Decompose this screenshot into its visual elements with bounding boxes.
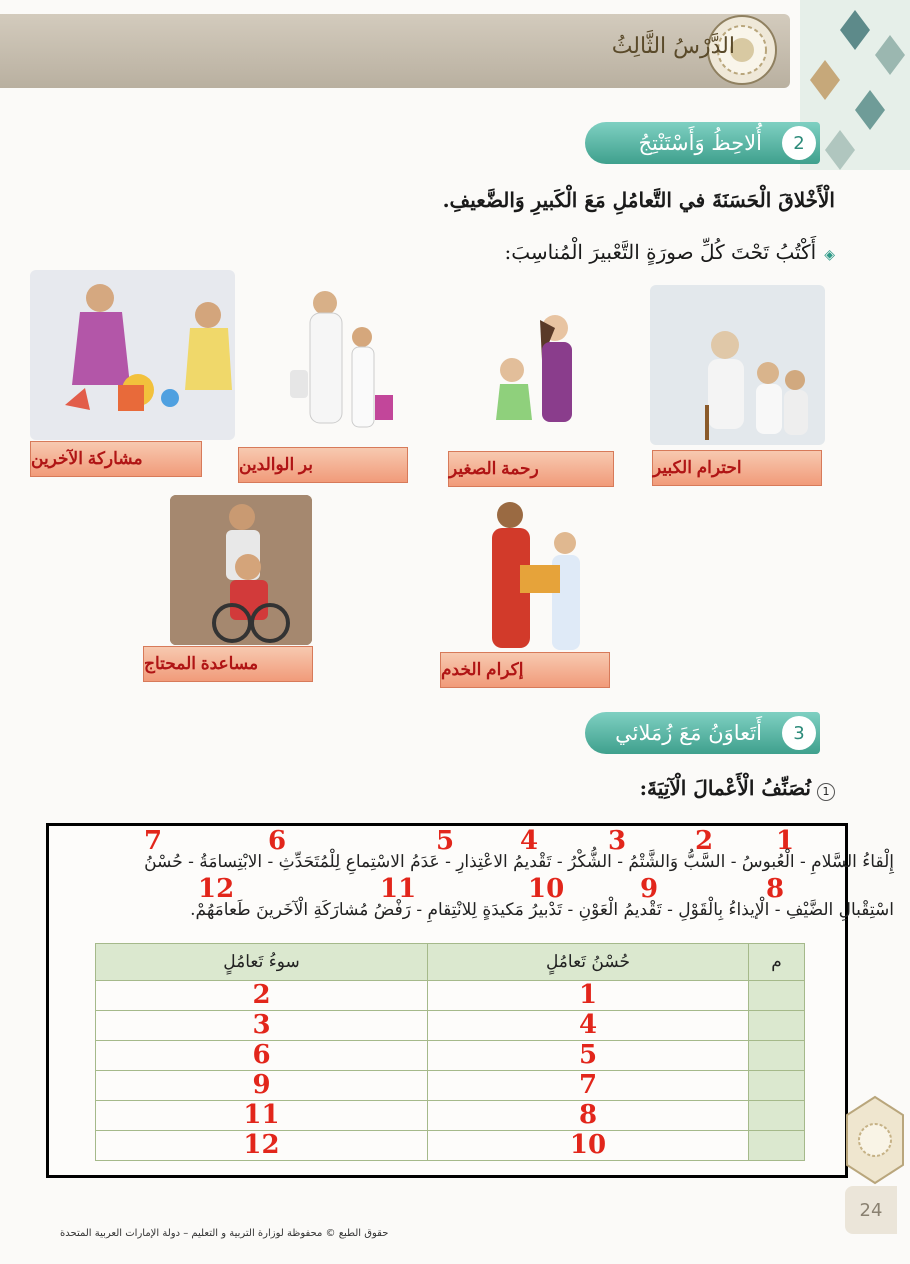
answer-label-sharing[interactable]: مشاركة الآخرين [30,441,202,477]
good-cell[interactable]: 4 [428,1011,749,1041]
picture-sharing [30,270,235,440]
item-number-5: 5 [436,826,455,856]
item-number-10: 10 [528,874,565,904]
answer-label-help-needy[interactable]: مساعدة المحتاج [143,646,313,682]
table-header-row [96,944,805,981]
section-3-title: أَتَعاوَنُ مَعَ زُمَلائي [615,721,762,745]
item-number-3: 3 [608,826,627,856]
section-2-number: 2 [782,126,816,160]
table-row [96,1131,805,1161]
items-line-1: إِلْقاءُ السَّلامِ - الْعُبوسُ - السَّبُّ وَالشَّتْمُ - الشُّكْرُ - تَقْديمُ الاعْتِذارِ - عَدَمُ الاسْتِماعِ لِلْمُتَحَدِّثِ - الابْتِسامَةُ - حُسْنُ [144,852,894,872]
bad-cell[interactable]: 11 [96,1101,428,1131]
row-index-cell [749,981,805,1011]
good-cell[interactable]: 1 [428,981,749,1011]
section-2-title: أُلاحِظُ وَأَسْتَنْتِجُ [638,131,762,155]
picture-mercy-young [470,300,620,440]
footer-copyright: حقوق الطبع © محفوظة لوزارة التربية و التعليم – دولة الإمارات العربية المتحدة [60,1228,389,1239]
row-index-cell [749,1011,805,1041]
item-number-9: 9 [640,874,659,904]
row-index-cell [749,1131,805,1161]
good-cell[interactable]: 10 [428,1131,749,1161]
section-2-instruction: أَكْتُبُ تَحْتَ كُلِّ صورَةٍ التَّعْبيرَ الْمُناسِبَ: [504,240,817,264]
section-2-tab [585,122,820,164]
good-cell[interactable]: 7 [428,1071,749,1101]
section-2-heading: الْأَخْلاقَ الْحَسَنَةَ في التَّعامُلِ مَعَ الْكَبيرِ وَالضَّعيفِ. [442,188,835,212]
page-number: 24 [845,1186,897,1234]
good-cell[interactable]: 5 [428,1041,749,1071]
classification-table [95,943,805,1161]
good-cell[interactable]: 8 [428,1101,749,1131]
picture-parents [280,285,410,440]
item-number-8: 8 [766,874,785,904]
answer-label-mercy-young[interactable]: رحمة الصغير [448,451,614,487]
task-number-circle: 1 [817,783,835,801]
header-bad-treatment: سوءُ تَعامُلٍ [96,944,428,981]
header-index: م [749,944,805,981]
bad-cell[interactable]: 12 [96,1131,428,1161]
item-number-1: 1 [776,826,795,856]
answer-label-honor-servants[interactable]: إكرام الخدم [440,652,610,688]
bad-cell[interactable]: 9 [96,1071,428,1101]
picture-respect-elders [650,285,825,445]
item-number-6: 6 [268,826,287,856]
table-row [96,1011,805,1041]
row-index-cell [749,1101,805,1131]
bad-cell[interactable]: 2 [96,981,428,1011]
table-row [96,981,805,1011]
task-text: نُصَنِّفُ الْأَعْمالَ الْآتِيَةَ: [639,776,811,800]
header-good-treatment: حُسْنُ تَعامُلٍ [428,944,749,981]
section-3-number: 3 [782,716,816,750]
bad-cell[interactable]: 3 [96,1011,428,1041]
task-row [640,776,835,801]
section-2-instruction-row [505,240,835,264]
items-line-2: اسْتِقْبالِ الضَّيْفِ - الْإيذاءُ بِالْقَوْلِ - تَقْديمُ الْعَوْنِ - تَدْبيرُ مَكيدَةٍ لِلانْتِقامِ - رَفْضُ مُشارَكَةِ الْآخَرينَ طَعامَهُمْ. [190,900,894,920]
diamond-bullet-icon: ◈ [824,247,835,263]
table-row [96,1101,805,1131]
item-number-11: 11 [380,874,417,904]
item-number-12: 12 [198,874,235,904]
row-index-cell [749,1071,805,1101]
picture-honor-servants [470,495,600,655]
rosette-ornament-bottom-icon [845,1095,905,1185]
table-row [96,1071,805,1101]
table-row [96,1041,805,1071]
row-index-cell [749,1041,805,1071]
bad-cell[interactable]: 6 [96,1041,428,1071]
answer-label-parents[interactable]: بر الوالدين [238,447,408,483]
answer-label-respect-elders[interactable]: احترام الكبير [652,450,822,486]
item-number-2: 2 [695,826,714,856]
section-3-tab [585,712,820,754]
lesson-title: الدَّرْسُ الثَّالِثُ [611,34,735,59]
item-number-7: 7 [144,826,163,856]
picture-help-needy [170,495,312,645]
item-number-4: 4 [520,826,539,856]
